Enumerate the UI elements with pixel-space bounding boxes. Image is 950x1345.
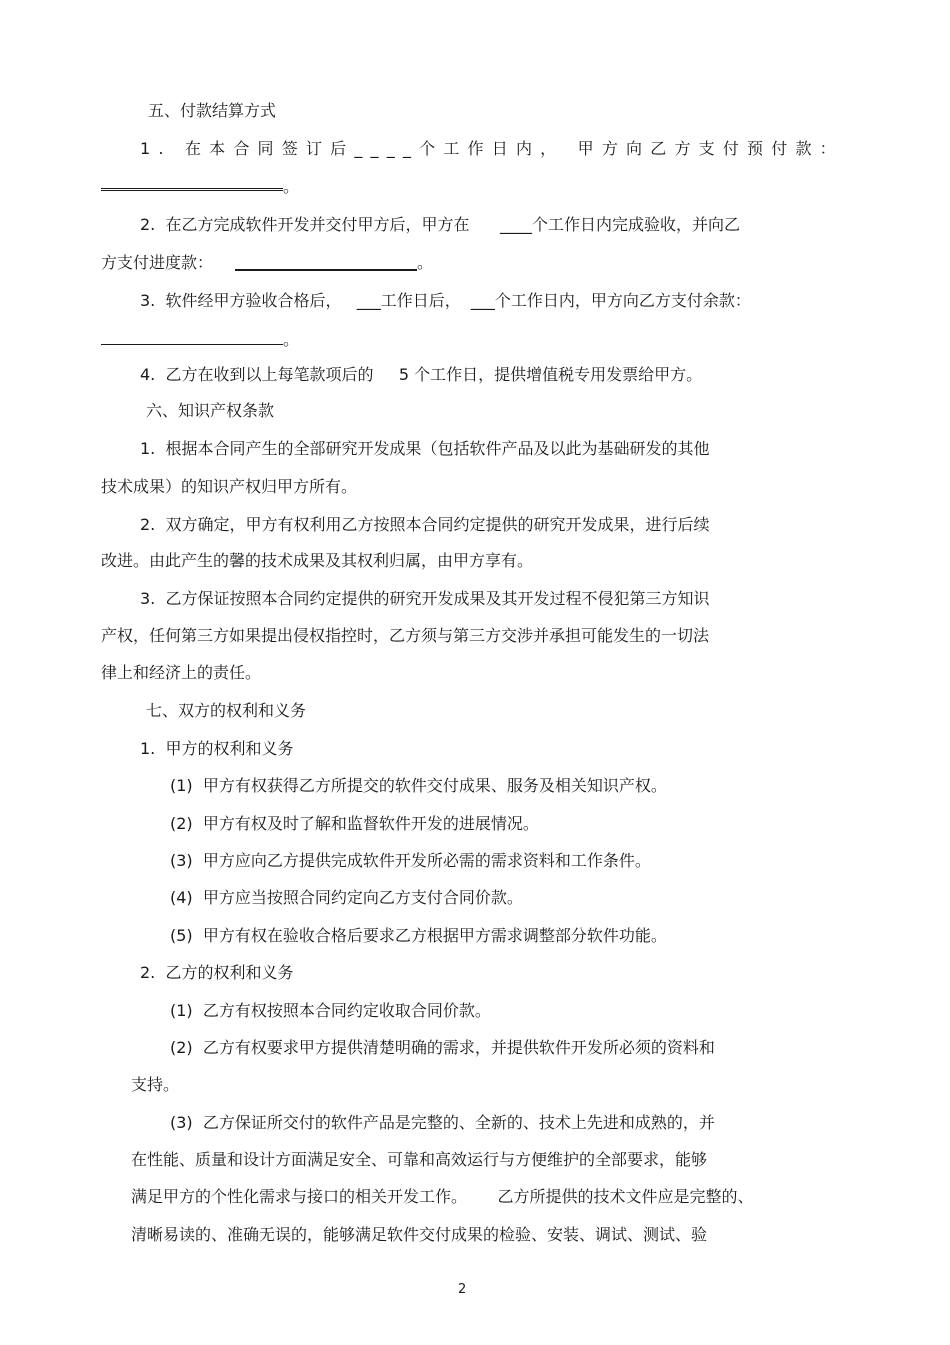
- s7-party-a-item-2: (2) 甲方有权及时了解和监督软件开发的进展情况。: [170, 814, 539, 833]
- s5-clause-3-end: 。: [283, 330, 300, 349]
- s7-party-a-title: 1. 甲方的权利和义务: [140, 739, 294, 758]
- s5-clause-2-line-2: 方支付进度款：: [101, 253, 214, 272]
- s7-party-b-item-3-line-3: 满足甲方的个性化需求与接口的相关开发工作。 乙方所提供的技术文件应是完整的、: [131, 1187, 754, 1206]
- s5-clause-2-line-1: 2. 在乙方完成软件开发并交付甲方后，甲方在 ____个工作日内完成验收，并向乙: [140, 215, 740, 234]
- s6-clause-1-line-2: 技术成果）的知识产权归甲方所有。: [101, 477, 358, 496]
- s5-clause-1-end: 。: [283, 177, 300, 196]
- s5-clause-4: 4. 乙方在收到以上每笔款项后的 5 个工作日，提供增值税专用发票给甲方。: [140, 365, 703, 384]
- s7-party-a-item-4: (4) 甲方应当按照合同约定向乙方支付合同价款。: [170, 888, 523, 907]
- s6-clause-3-line-1: 3. 乙方保证按照本合同约定提供的研究开发成果及其开发过程不侵犯第三方知识: [140, 589, 710, 608]
- s5-clause-2-end: 。: [417, 253, 434, 272]
- section-6-heading: 六、知识产权条款: [146, 401, 275, 420]
- section-5-heading: 五、付款结算方式: [148, 101, 277, 120]
- section-7-heading: 七、双方的权利和义务: [146, 701, 307, 720]
- s7-party-a-item-5: (5) 甲方有权在验收合格后要求乙方根据甲方需求调整部分软件功能。: [170, 926, 667, 945]
- s5-clause-1-blank: [101, 188, 283, 194]
- s6-clause-2-line-1: 2. 双方确定，甲方有权利用乙方按照本合同约定提供的研究开发成果，进行后续: [140, 515, 710, 534]
- s5-clause-3-line-1: 3. 软件经甲方验收合格后， ___工作日后， ___个工作日内，甲方向乙方支付余款：: [140, 291, 751, 310]
- s6-clause-3-line-3: 律上和经济上的责任。: [101, 663, 262, 682]
- s5-clause-2-blank: [235, 269, 417, 271]
- s6-clause-1-line-1: 1. 根据本合同产生的全部研究开发成果（包括软件产品及以此为基础研发的其他: [140, 439, 710, 458]
- s7-party-b-item-1: (1) 乙方有权按照本合同约定收取合同价款。: [170, 1001, 491, 1020]
- s7-party-b-item-3-line-1: (3) 乙方保证所交付的软件产品是完整的、全新的、技术上先进和成熟的，并: [170, 1113, 715, 1132]
- page-number: 2: [458, 1282, 467, 1297]
- s7-party-b-item-3-line-4: 清晰易读的、准确无误的，能够满足软件交付成果的检验、安装、调试、测试、验: [131, 1225, 708, 1244]
- s5-clause-1-line-1: 1. 在本合同签订后____个工作日内， 甲方向乙方支付预付款：: [140, 139, 844, 158]
- s7-party-a-item-3: (3) 甲方应向乙方提供完成软件开发所必需的需求资料和工作条件。: [170, 851, 651, 870]
- s7-party-b-item-2-line-1: (2) 乙方有权要求甲方提供清楚明确的需求，并提供软件开发所必须的资料和: [170, 1038, 715, 1057]
- s5-clause-3-blank: [101, 344, 283, 345]
- s7-party-a-item-1: (1) 甲方有权获得乙方所提交的软件交付成果、服务及相关知识产权。: [170, 776, 667, 795]
- s7-party-b-item-3-line-2: 在性能、质量和设计方面满足安全、可靠和高效运行与方便维护的全部要求，能够: [131, 1150, 708, 1169]
- s6-clause-2-line-2: 改进。由此产生的馨的技术成果及其权利归属，由甲方享有。: [101, 551, 534, 570]
- s6-clause-3-line-2: 产权，任何第三方如果提出侵权指控时，乙方须与第三方交涉并承担可能发生的一切法: [101, 626, 710, 645]
- s7-party-b-item-2-line-2: 支持。: [131, 1075, 180, 1094]
- s7-party-b-title: 2. 乙方的权利和义务: [140, 963, 294, 982]
